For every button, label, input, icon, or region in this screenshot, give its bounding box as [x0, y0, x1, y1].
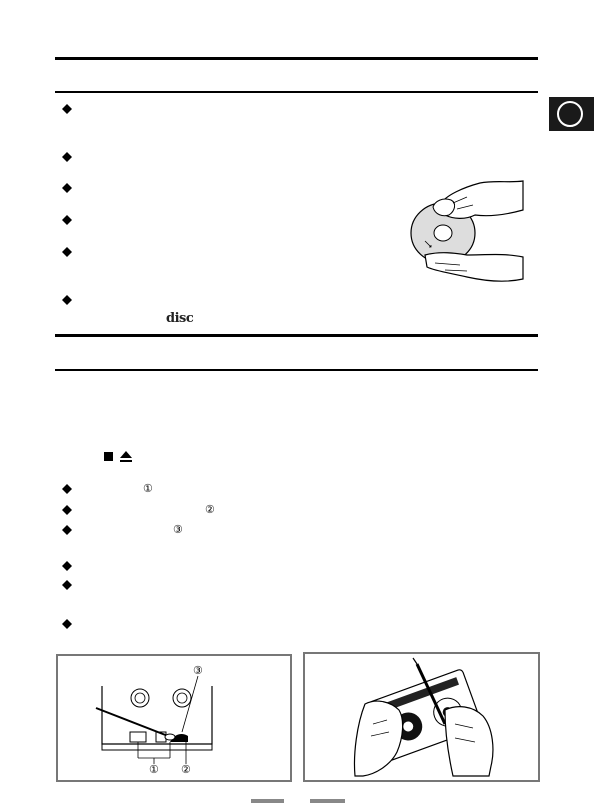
bullet-icon — [62, 152, 72, 162]
section-top-rule — [55, 57, 538, 60]
figure-label-1: ① — [149, 764, 159, 776]
marker-1: ① — [143, 483, 153, 495]
figure-cassette-tightening — [303, 652, 540, 782]
bullet-icon — [62, 525, 72, 535]
stop-eject-symbol — [104, 450, 134, 462]
bullet-icon — [62, 295, 72, 305]
bullet-icon — [62, 247, 72, 257]
language-tab — [549, 97, 594, 131]
figure-label-2: ② — [181, 764, 191, 776]
figure-head-cleaning — [56, 654, 292, 782]
marker-3: ③ — [173, 524, 183, 536]
section-top-rule — [55, 334, 538, 337]
circle-icon — [557, 101, 583, 127]
bullet-icon — [62, 561, 72, 571]
section-header-underline — [55, 91, 538, 93]
bullet-icon — [62, 580, 72, 590]
bullet-icon — [62, 104, 72, 114]
bullet-icon — [62, 484, 72, 494]
bullet-icon — [62, 619, 72, 629]
bullet-icon — [62, 183, 72, 193]
figure-label-3: ③ — [193, 665, 203, 677]
compact-disc-logo: disc — [166, 311, 194, 326]
page-indicator-left — [251, 799, 284, 803]
bullet-icon — [62, 215, 72, 225]
page-indicator-right — [310, 799, 345, 803]
marker-2: ② — [205, 504, 215, 516]
section-header-underline — [55, 369, 538, 371]
cd-cleaning-illustration — [405, 175, 530, 285]
bullet-icon — [62, 505, 72, 515]
